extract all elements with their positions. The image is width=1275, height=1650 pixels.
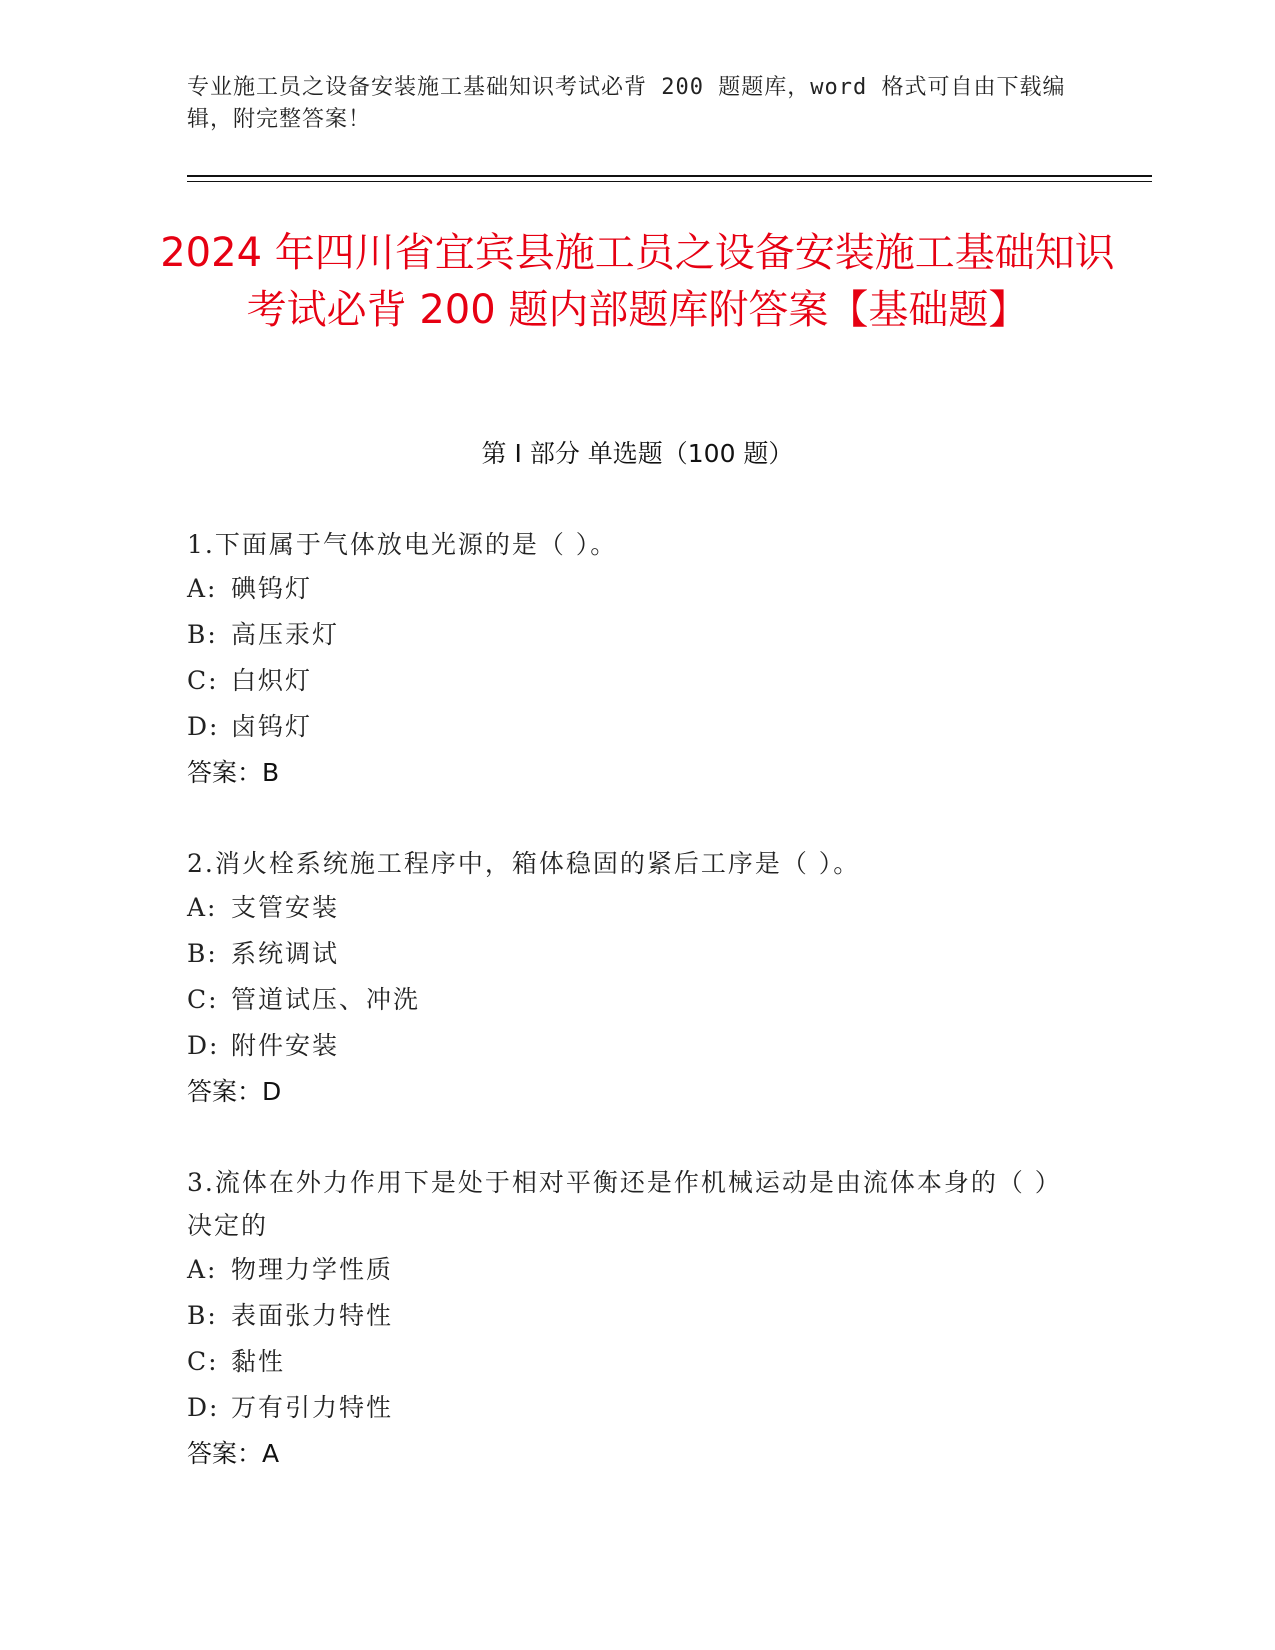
option-text: 表面张力特性	[231, 1301, 394, 1330]
option-letter: B:	[187, 620, 218, 649]
header-divider-thick	[187, 175, 1152, 177]
option-letter: D:	[187, 1031, 220, 1060]
question-1	[187, 523, 1087, 796]
option-letter: A:	[187, 574, 218, 603]
question-stem: 1.下面属于气体放电光源的是（ ）。	[187, 530, 618, 559]
answer-line: 答案：B	[187, 758, 280, 787]
option-c	[187, 658, 1087, 704]
question-2	[187, 842, 1087, 1115]
answer-line: 答案：A	[187, 1439, 280, 1468]
option-text: 物理力学性质	[231, 1255, 394, 1284]
question-stem: 3.流体在外力作用下是处于相对平衡还是作机械运动是由流体本身的（ ）决定的	[187, 1168, 1062, 1240]
option-letter: C:	[187, 666, 219, 695]
header-divider-thin	[187, 181, 1152, 182]
section-title: 第 I 部分 单选题（100 题）	[481, 439, 794, 468]
option-a	[187, 566, 1087, 612]
question-list	[187, 523, 1087, 1523]
option-text: 高压汞灯	[231, 620, 340, 649]
option-letter: D:	[187, 1393, 220, 1422]
option-letter: C:	[187, 985, 219, 1014]
option-d	[187, 704, 1087, 750]
option-text: 卤钨灯	[231, 712, 313, 741]
question-3	[187, 1161, 1087, 1477]
option-letter: A:	[187, 1255, 218, 1284]
option-text: 白炽灯	[231, 666, 313, 695]
option-b	[187, 931, 1087, 977]
option-text: 万有引力特性	[231, 1393, 394, 1422]
option-text: 系统调试	[231, 939, 340, 968]
option-letter: C:	[187, 1347, 219, 1376]
option-text: 支管安装	[231, 893, 340, 922]
option-letter: B:	[187, 939, 218, 968]
option-text: 附件安装	[231, 1031, 340, 1060]
option-letter: B:	[187, 1301, 218, 1330]
answer-line: 答案：D	[187, 1077, 282, 1106]
option-d	[187, 1023, 1087, 1069]
option-b	[187, 1293, 1087, 1339]
option-text: 碘钨灯	[231, 574, 313, 603]
option-d	[187, 1385, 1087, 1431]
document-title: 2024 年四川省宜宾县施工员之设备安装施工基础知识考试必背 200 题内部题库附答案【基础题】	[160, 230, 1115, 333]
option-text: 管道试压、冲洗	[231, 985, 421, 1014]
option-a	[187, 885, 1087, 931]
option-text: 黏性	[231, 1347, 286, 1376]
option-b	[187, 612, 1087, 658]
option-c	[187, 977, 1087, 1023]
option-a	[187, 1247, 1087, 1293]
option-letter: D:	[187, 712, 220, 741]
option-letter: A:	[187, 893, 218, 922]
header-note: 专业施工员之设备安装施工基础知识考试必背 200 题题库，word 格式可自由下载编辑，附完整答案！	[187, 75, 1066, 132]
option-c	[187, 1339, 1087, 1385]
question-stem: 2.消火栓系统施工程序中，箱体稳固的紧后工序是（ ）。	[187, 849, 861, 878]
